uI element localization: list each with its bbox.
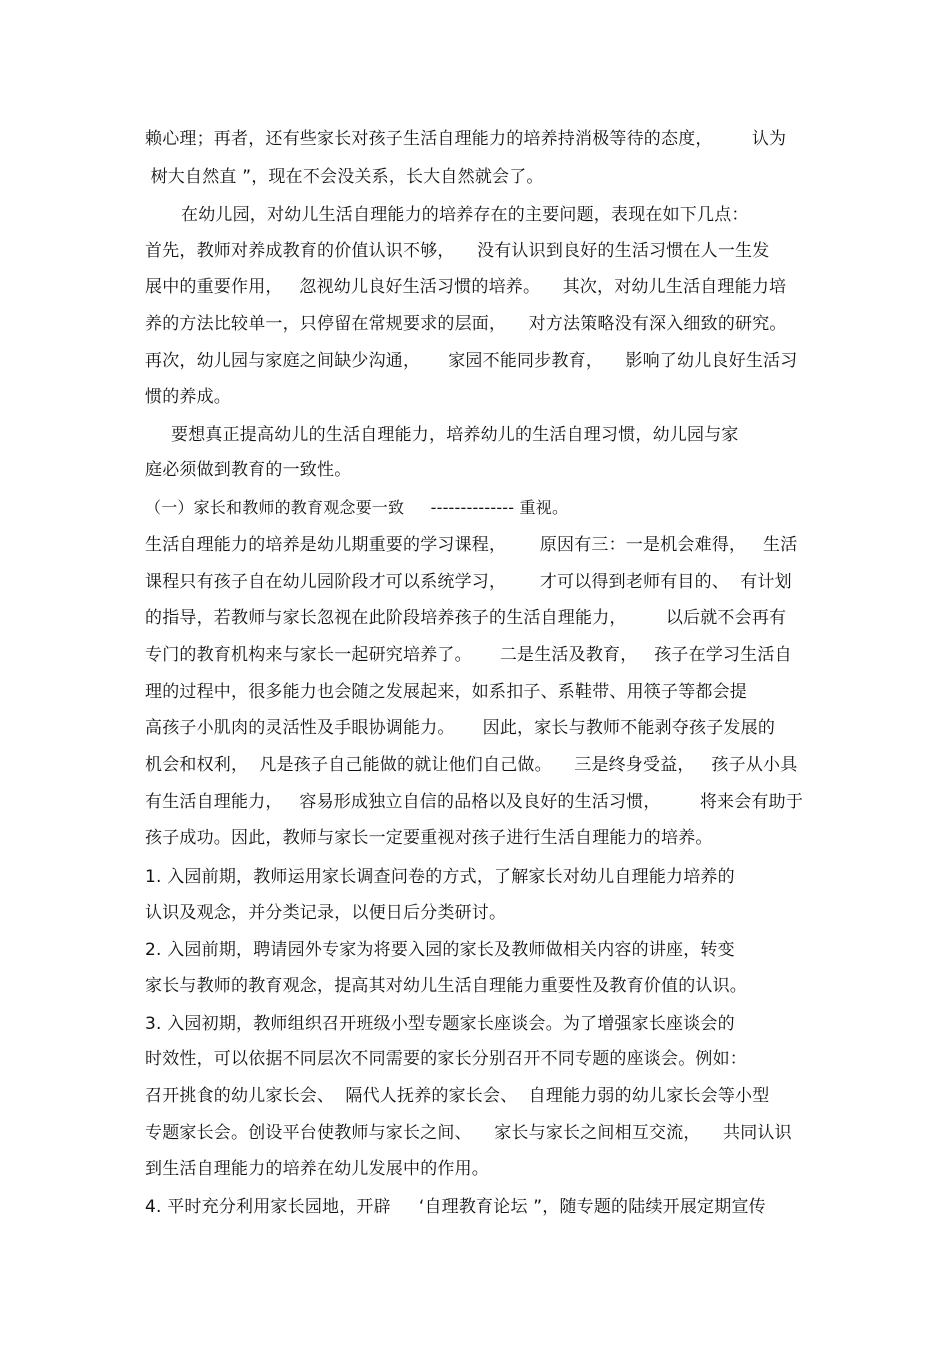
text-line: 有生活自理能力， 容易形成独立自信的品格以及良好的生活习惯， 将来会有助于 [145, 792, 804, 812]
text-line: 认识及观念，并分类记录，以便日后分类研讨。 [145, 903, 507, 923]
text-line: 专门的教育机构来与家长一起研究培养了。 二是生活及教育， 孩子在学习生活自 [145, 645, 792, 665]
text-line: 赖心理；再者，还有些家长对孩子生活自理能力的培养持消极等待的态度， 认为 [145, 129, 787, 149]
text-line: 课程只有孩子自在幼儿园阶段才可以系统学习， 才可以得到老师有目的、 有计划 [145, 572, 792, 592]
text-line: 庭必须做到教育的一致性。 [145, 460, 352, 480]
text-line: 高孩子小肌肉的灵活性及手眼协调能力。 因此，家长与教师不能剥夺孩子发展的 [145, 718, 776, 738]
list-item-4: 4. 平时充分利用家长园地，开辟 ‘自理教育论坛 ”，随专题的陆续开展定期宣传 [145, 1197, 766, 1217]
text-line: 生活自理能力的培养是幼儿期重要的学习课程， 原因有三：一是机会难得， 生活 [145, 535, 798, 555]
text-line: 要想真正提高幼儿的生活自理能力，培养幼儿的生活自理习惯，幼儿园与家 [171, 425, 739, 445]
list-item-1: 1. 入园前期，教师运用家长调查问卷的方式，了解家长对幼儿自理能力培养的 [145, 867, 735, 887]
section-heading: （一）家长和教师的教育观念要一致 -------------- 重视。 [145, 498, 569, 517]
text-line: 到生活自理能力的培养在幼儿发展中的作用。 [145, 1159, 489, 1179]
text-line: 召开挑食的幼儿家长会、 隔代人抚养的家长会、 自理能力弱的幼儿家长会等小型 [145, 1086, 770, 1106]
text-line: 家长与教师的教育观念，提高其对幼儿生活自理能力重要性及教育价值的认识。 [145, 976, 747, 996]
text-line: 在幼儿园，对幼儿生活自理能力的培养存在的主要问题，表现在如下几点： [181, 205, 749, 225]
list-item-2: 2. 入园前期，聘请园外专家为将要入园的家长及教师做相关内容的讲座，转变 [145, 940, 735, 960]
text-line: 惯的养成。 [145, 387, 231, 407]
text-line: 养的方法比较单一，只停留在常规要求的层面， 对方法策略没有深入细致的研究。 [145, 314, 787, 334]
text-line: 展中的重要作用， 忽视幼儿良好生活习惯的培养。 其次，对幼儿生活自理能力培 [145, 277, 787, 297]
text-line: 专题家长会。创设平台使教师与家长之间、 家长与家长之间相互交流， 共同认识 [145, 1123, 792, 1143]
text-line: 时效性，可以依据不同层次不同需要的家长分别召开不同专题的座谈会。例如： [145, 1049, 747, 1069]
text-line: 树大自然直 ”，现在不会没关系，长大自然就会了。 [145, 167, 544, 187]
text-line: 孩子成功。因此，教师与家长一定要重视对孩子进行生活自理能力的培养。 [145, 828, 713, 848]
text-line: 理的过程中，很多能力也会随之发展起来，如系扣子、系鞋带、用筷子等都会提 [145, 682, 747, 702]
text-line: 的指导，若教师与家长忽视在此阶段培养孩子的生活自理能力， 以后就不会再有 [145, 608, 787, 628]
text-line: 机会和权利， 凡是孩子自己能做的就让他们自己做。 三是终身受益， 孩子从小具 [145, 755, 798, 775]
text-line: 再次，幼儿园与家庭之间缺少沟通， 家园不能同步教育， 影响了幼儿良好生活习 [145, 351, 798, 371]
text-line: 首先，教师对养成教育的价值认识不够， 没有认识到良好的生活习惯在人一生发 [145, 241, 770, 261]
list-item-3: 3. 入园初期，教师组织召开班级小型专题家长座谈会。为了增强家长座谈会的 [145, 1014, 735, 1034]
